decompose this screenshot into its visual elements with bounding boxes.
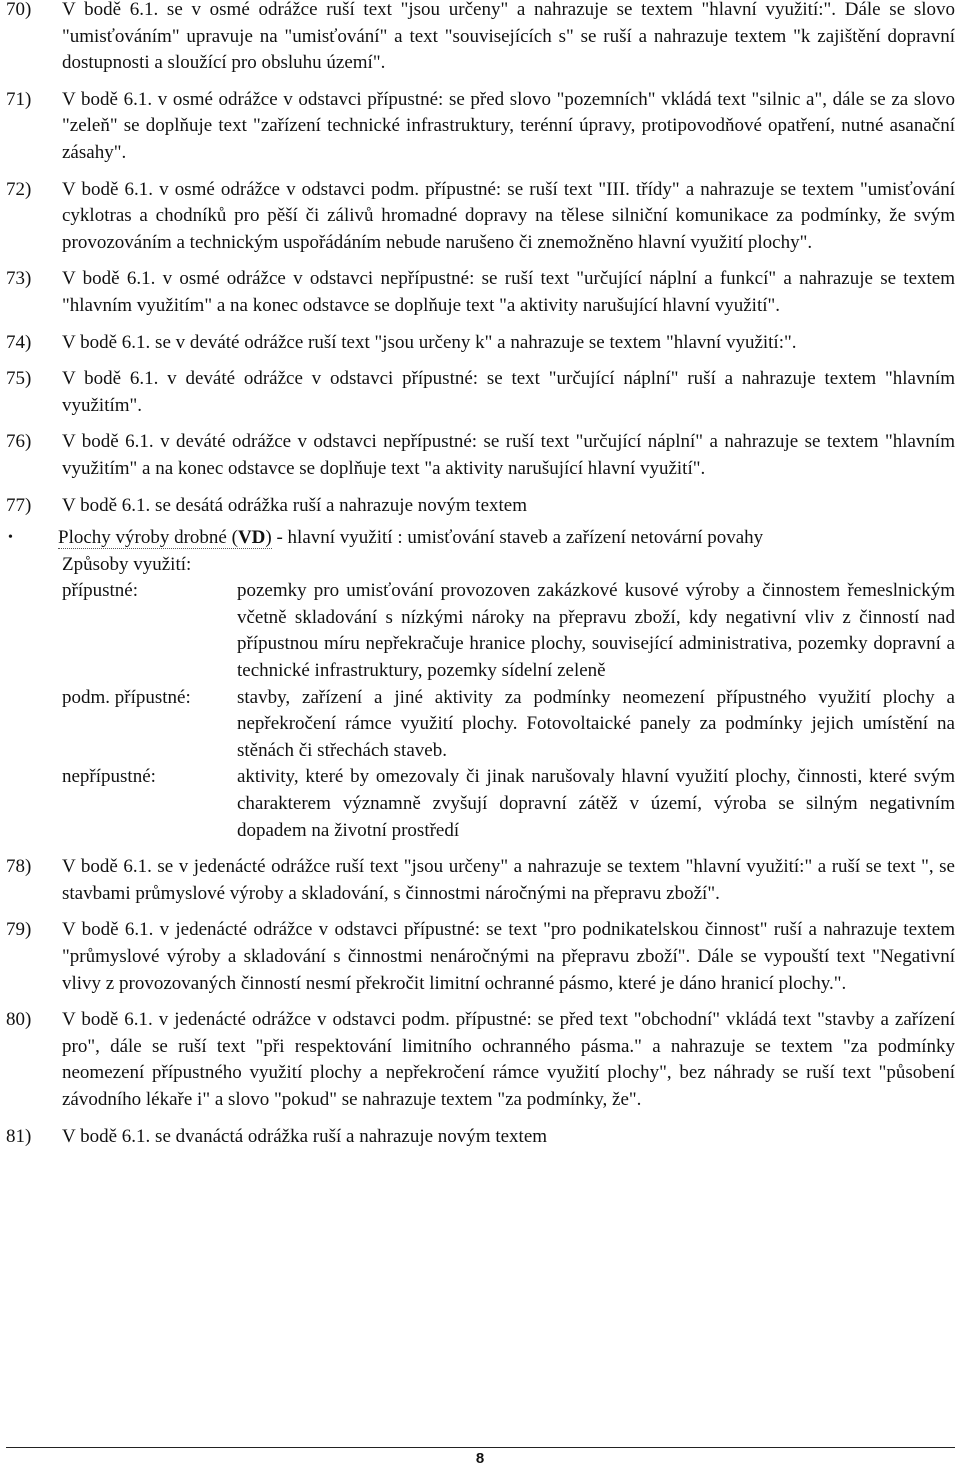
item-number: 72)	[6, 178, 32, 200]
amendment-item-71	[6, 87, 955, 167]
item-number: 80)	[6, 1009, 32, 1031]
amendment-item-73	[6, 266, 955, 319]
amendment-item-79	[6, 917, 955, 997]
area-name-end: )	[265, 527, 272, 549]
item-text: V bodě 6.1. se v osmé odrážce ruší text "jsou určeny" a nahrazuje se textem "hlavní využití:". Dále se slovo "umisťováním" upravuje na "umisťování" a text "souvisejících s" se ruší a nahrazuje textem "k zajištění dopravní dostupnosti a sloužící pro obsluhu území".	[62, 0, 955, 74]
item-number: 78)	[6, 856, 32, 878]
amendment-item-74	[6, 330, 955, 357]
permission-value: aktivity, které by omezovaly či jinak narušovaly hlavní využití plochy, činnosti, které svým charakterem významně zvyšují dopravní zátěž v území, výroba se silným negativním dopadem na životní prostředí	[237, 766, 955, 841]
permission-value: stavby, zařízení a jiné aktivity za podmínky neomezení přípustného využití plochy a nepřekročení rámce využití plochy. Fotovoltaické panely za podmínky jejich umístění na stěnách či střechách staveb.	[237, 686, 955, 761]
item-text: V bodě 6.1. v deváté odrážce v odstavci přípustné: se text "určující náplní" ruší a nahrazuje textem "hlavním využitím".	[62, 368, 955, 416]
amendment-item-80	[6, 1007, 955, 1113]
item-number: 77)	[6, 494, 32, 516]
item-text: V bodě 6.1. v osmé odrážce v odstavci nepřípustné: se ruší text "určující náplní a funkcí" a nahrazuje se textem "hlavním využitím" a na konec odstavce se doplňuje text "a aktivity narušující hlavní využití".	[62, 268, 955, 316]
item-number: 75)	[6, 368, 32, 390]
permission-row-conditional	[62, 685, 955, 765]
amendment-list-top	[6, 0, 955, 519]
land-use-bullet	[6, 525, 955, 552]
page-number: 8	[475, 1450, 485, 1467]
item-text: V bodě 6.1. v osmé odrážce v odstavci přípustné: se před slovo "pozemních" vkládá text "silnic a", dále se za slovo "zeleň" se doplňuje text "zařízení technické infrastruktury, terénní úpravy, protipovodňové opatření, nutné asanační zásahy".	[62, 88, 955, 163]
permission-row-permitted	[62, 578, 955, 684]
item-text: V bodě 6.1. v deváté odrážce v odstavci nepřípustné: se ruší text "určující náplní" a nahrazuje se textem "hlavním využitím" a na konec odstavce se doplňuje text "a aktivity narušující hlavní využití".	[62, 431, 955, 479]
amendment-item-77	[6, 493, 955, 520]
area-name-link[interactable]	[58, 527, 272, 549]
amendment-item-70	[6, 0, 955, 77]
item-number: 71)	[6, 88, 32, 110]
permission-label: nepřípustné:	[62, 766, 156, 788]
amendment-item-76	[6, 429, 955, 482]
main-use-text: - hlavní využití : umisťování staveb a zařízení netovární povahy	[271, 527, 764, 549]
item-number: 74)	[6, 331, 32, 353]
bullet-text	[58, 525, 955, 552]
amendment-list-bottom	[6, 854, 955, 1150]
amendment-item-75	[6, 366, 955, 419]
uses-heading: Způsoby využití:	[62, 553, 192, 575]
amendment-item-81	[6, 1124, 955, 1151]
area-code: VD	[237, 527, 266, 549]
item-text: V bodě 6.1. v osmé odrážce v odstavci podm. přípustné: se ruší text "III. třídy" a nahrazuje se textem "umisťování cyklotras a chodníků pro pěší či zálivů hromadné dopravy na tělese silniční komunikace za podmínky, že svým provozováním a technickým uspořádáním nebude narušeno či znemožněno hlavní využití plochy".	[62, 178, 955, 253]
permission-label: podm. přípustné:	[62, 686, 191, 708]
footer-divider	[6, 1447, 955, 1448]
item-text: V bodě 6.1. v jedenácté odrážce v odstavci přípustné: se text "pro podnikatelskou činnost" ruší a nahrazuje textem "průmyslové výroby a skladování s činnostmi nenáročnými na přepravu zboží". Dále se vypouští text "Negativní vlivy z provozovaných činností nesmí překročit limitní ochranné pásmo, které je dáno hranicí plochy.".	[62, 919, 955, 994]
item-text: V bodě 6.1. v jedenácté odrážce v odstavci podm. přípustné: se před text "obchodní" vkládá text "stavby a zařízení pro", dále se ruší text "při respektování limitního ochranného pásma." a nahrazuje se textem "za podmínky neomezení přípustného využití plochy a nepřekročení rámce využití plochy", bez náhrady se ruší text "působení závodního lékaře i" a slovo "pokud" se nahrazuje textem "za podmínky, že".	[62, 1009, 955, 1110]
item-text: V bodě 6.1. se desátá odrážka ruší a nahrazuje novým textem	[62, 494, 527, 516]
amendment-item-72	[6, 177, 955, 257]
item-number: 81)	[6, 1125, 32, 1147]
item-text: V bodě 6.1. se v jedenácté odrážce ruší text "jsou určeny" a nahrazuje se textem "hlavní využití:" a ruší se text ", se stavbami průmyslové výroby a skladování, s činnostmi náročnými na přepravu zboží".	[62, 856, 955, 904]
permission-value: pozemky pro umisťování provozoven zakázkové kusové výroby a činnostem řemeslnickým včetně skladování s nízkými nároky na přepravu zboží, kdy negativní vliv z činností nad přípustnou míru nepřekračuje hranice plochy, související administrativa, pozemky dopravní a technické infrastruktury, pozemky sídelní zeleně	[237, 580, 955, 682]
item-number: 76)	[6, 431, 32, 453]
item-number: 79)	[6, 919, 32, 941]
permission-label: přípustné:	[62, 580, 138, 602]
amendment-item-78	[6, 854, 955, 907]
bullet-icon: •	[8, 530, 13, 546]
item-text: V bodě 6.1. se v deváté odrážce ruší text "jsou určeny k" a nahrazuje se textem "hlavní využití:".	[62, 331, 797, 353]
item-number: 73)	[6, 268, 32, 290]
permission-row-forbidden	[62, 764, 955, 844]
item-text: V bodě 6.1. se dvanáctá odrážka ruší a nahrazuje novým textem	[62, 1125, 548, 1147]
item-number: 70)	[6, 0, 32, 20]
permissions-block	[6, 578, 955, 844]
area-name: Plochy výroby drobné (	[58, 527, 238, 549]
